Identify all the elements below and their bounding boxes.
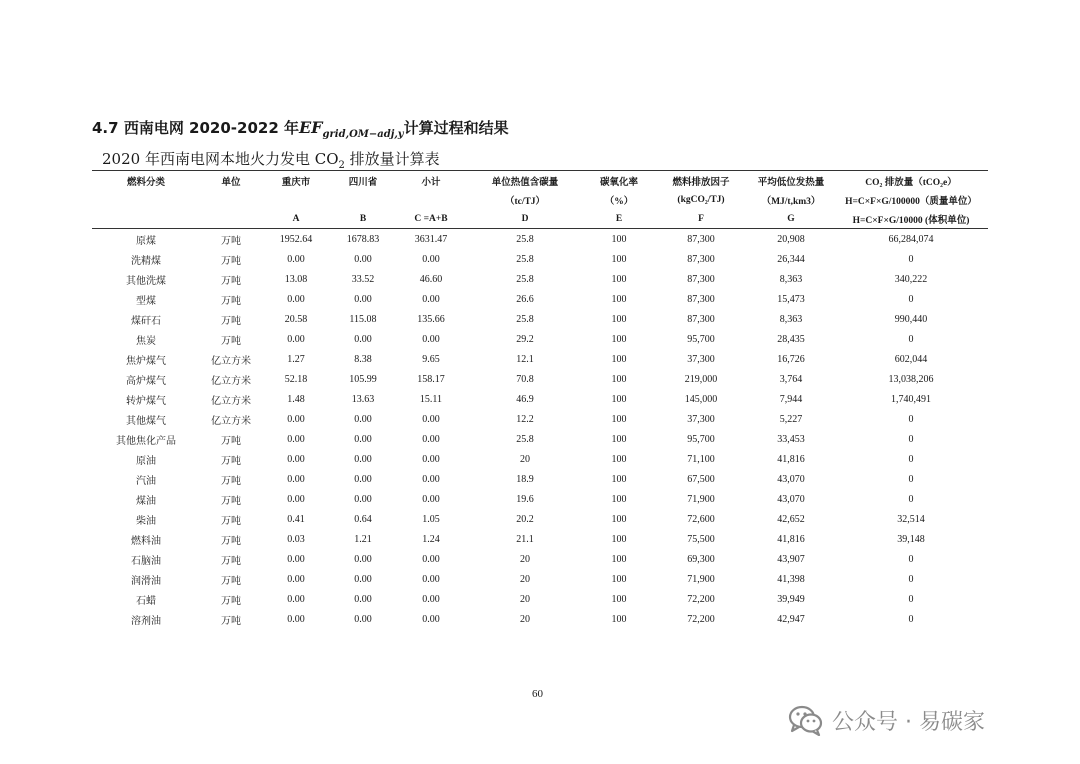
table-cell: 100 — [611, 273, 627, 285]
table-cell: 0.00 — [287, 413, 305, 425]
fuel-type-cell: 型煤 — [136, 295, 156, 307]
header-cell: D — [466, 209, 584, 229]
table-cell: 100 — [611, 333, 627, 345]
table-cell: 39,949 — [777, 593, 805, 605]
table-cell: 万吨 — [221, 275, 241, 287]
table-cell: 100 — [611, 293, 627, 305]
table-cell: 8,363 — [779, 273, 803, 285]
table-cell: 21.1 — [516, 533, 534, 545]
table-cell: 145,000 — [684, 393, 718, 405]
table-cell: 42,947 — [777, 613, 805, 625]
table-row — [92, 229, 988, 250]
table-cell: 115.08 — [349, 313, 377, 325]
header-cell — [262, 190, 330, 209]
header-cell: A — [262, 209, 330, 229]
table-cell: 0.00 — [422, 293, 440, 305]
table-cell: 602,044 — [894, 353, 928, 365]
table-cell: 1952.64 — [279, 233, 313, 245]
table-cell: 0.00 — [354, 333, 372, 345]
table-cell: 0.41 — [287, 513, 305, 525]
table-row — [92, 569, 988, 589]
table-cell: 75,500 — [687, 533, 715, 545]
table-cell: 71,900 — [687, 493, 715, 505]
table-cell: 71,900 — [687, 573, 715, 585]
table-cell: 0.00 — [422, 253, 440, 265]
table-cell: 100 — [611, 613, 627, 625]
header-cell: （%） — [604, 196, 634, 207]
table-cell: 万吨 — [221, 575, 241, 587]
table-cell: 71,100 — [687, 453, 715, 465]
table-cell: 19.6 — [516, 493, 534, 505]
table-cell: 万吨 — [221, 555, 241, 567]
header-cell: H=C×F×G/10000 (体积单位) — [834, 209, 988, 229]
table-cell: 20 — [520, 573, 530, 585]
section-heading — [92, 117, 509, 140]
table-cell: 0.00 — [422, 613, 440, 625]
table-cell: 219,000 — [684, 373, 718, 385]
fuel-type-cell: 石脑油 — [131, 555, 161, 567]
header-cell: CO₂ 排放量（tCO₂e） — [834, 171, 988, 191]
table-cell: 87,300 — [687, 233, 715, 245]
table-cell: 15,473 — [777, 293, 805, 305]
watermark-text: 公众号 · 易碳家 — [832, 709, 985, 735]
table-cell: 100 — [611, 553, 627, 565]
table-cell: 100 — [611, 473, 627, 485]
table-cell: 20,908 — [777, 233, 805, 245]
table-cell: 0.00 — [287, 553, 305, 565]
table-cell: 万吨 — [221, 615, 241, 627]
table-cell: 0.00 — [422, 593, 440, 605]
table-cell: 100 — [611, 413, 627, 425]
fuel-type-cell: 石蜡 — [136, 595, 156, 607]
table-cell: 0.00 — [287, 253, 305, 265]
table-cell: 43,070 — [777, 473, 805, 485]
section-title-suffix: 计算过程和结果 — [403, 119, 509, 137]
table-row — [92, 389, 988, 409]
table-cell: 0.00 — [354, 553, 372, 565]
table-cell: 12.2 — [516, 413, 534, 425]
table-cell: 0.03 — [287, 533, 305, 545]
table-cell: 亿立方米 — [211, 355, 251, 367]
table-row — [92, 429, 988, 449]
table-cell: 0.00 — [422, 553, 440, 565]
table-cell: 32,514 — [897, 513, 925, 525]
fuel-type-cell: 焦炉煤气 — [126, 355, 166, 367]
table-cell: 8.38 — [354, 353, 372, 365]
table-cell: 25.8 — [516, 253, 534, 265]
table-body — [92, 229, 988, 630]
table-cell: 0 — [908, 493, 914, 505]
table-cell: 25.8 — [516, 233, 534, 245]
table-row — [92, 329, 988, 349]
table-cell: 41,398 — [777, 573, 805, 585]
table-cell: 万吨 — [221, 235, 241, 247]
header-cell: 重庆市 — [262, 171, 330, 191]
table-cell: 万吨 — [221, 475, 241, 487]
table-cell: 0 — [908, 293, 914, 305]
table-cell: 100 — [611, 513, 627, 525]
table-cell: 0 — [908, 593, 914, 605]
table-cell: 0.00 — [287, 493, 305, 505]
table-cell: 0 — [908, 413, 914, 425]
table-cell: 87,300 — [687, 313, 715, 325]
table-row — [92, 349, 988, 369]
table-cell: 13.08 — [284, 273, 308, 285]
table-cell: 1.24 — [422, 533, 440, 545]
table-row — [92, 589, 988, 609]
table-cell: 87,300 — [687, 273, 715, 285]
header-cell — [396, 190, 466, 209]
table-cell: 0.00 — [354, 573, 372, 585]
table-cell: 万吨 — [221, 255, 241, 267]
table-cell: 28,435 — [777, 333, 805, 345]
table-row — [92, 289, 988, 309]
table-cell: 0.00 — [287, 593, 305, 605]
table-cell: 33.52 — [351, 273, 375, 285]
table-cell: 70.8 — [516, 373, 534, 385]
table-row — [92, 449, 988, 469]
table-cell: 990,440 — [894, 313, 928, 325]
header-cell: 四川省 — [330, 171, 396, 191]
table-cell: 5,227 — [779, 413, 803, 425]
table-cell: 万吨 — [221, 315, 241, 327]
table-cell: 万吨 — [221, 535, 241, 547]
table-cell: 0.00 — [354, 453, 372, 465]
table-cell: 万吨 — [221, 515, 241, 527]
table-cell: 0 — [908, 553, 914, 565]
header-cell: （MJ/t,km3） — [761, 196, 821, 207]
emissions-table — [92, 170, 988, 629]
section-number: 4.7 — [92, 119, 119, 137]
header-cell: 单位 — [200, 171, 262, 191]
table-cell: 13.63 — [351, 393, 375, 405]
table-cell: 95,700 — [687, 333, 715, 345]
table-cell: 0.00 — [354, 253, 372, 265]
watermark — [788, 704, 985, 736]
table-cell: 100 — [611, 313, 627, 325]
header-cell: H=C×F×G/100000（质量单位） — [845, 196, 977, 207]
table-cell: 0.00 — [287, 333, 305, 345]
table-cell: 26.6 — [516, 293, 534, 305]
table-cell: 20 — [520, 613, 530, 625]
table-cell: 0 — [908, 573, 914, 585]
table-cell: 66,284,074 — [888, 233, 934, 245]
table-cell: 100 — [611, 393, 627, 405]
table-cell: 0.00 — [287, 613, 305, 625]
table-cell: 0 — [908, 333, 914, 345]
table-cell: 7,944 — [779, 393, 803, 405]
fuel-type-cell: 其他煤气 — [126, 415, 166, 427]
table-cell: 25.8 — [516, 433, 534, 445]
table-row — [92, 489, 988, 509]
table-cell: 41,816 — [777, 453, 805, 465]
header-cell: F — [654, 209, 748, 229]
table-cell: 0.00 — [287, 473, 305, 485]
table-cell: 0 — [908, 253, 914, 265]
table-cell: 0.00 — [354, 413, 372, 425]
fuel-type-cell: 其他洗煤 — [126, 275, 166, 287]
table-cell: 13,038,206 — [888, 373, 934, 385]
table-cell: 0.00 — [422, 493, 440, 505]
table-cell: 0.00 — [354, 593, 372, 605]
header-cell: C =A+B — [396, 209, 466, 229]
fuel-type-cell: 润滑油 — [131, 575, 161, 587]
table-cell: 0.00 — [354, 293, 372, 305]
table-cell: 0.00 — [287, 433, 305, 445]
table-cell: 105.99 — [349, 373, 377, 385]
table-row — [92, 549, 988, 569]
table-cell: 29.2 — [516, 333, 534, 345]
table-cell: 万吨 — [221, 455, 241, 467]
table-cell: 0.00 — [422, 333, 440, 345]
wechat-icon — [788, 704, 824, 736]
table-cell: 0.00 — [287, 453, 305, 465]
table-cell: 0.00 — [422, 413, 440, 425]
header-cell: B — [330, 209, 396, 229]
table-cell: 3,764 — [779, 373, 803, 385]
table-cell: 39,148 — [897, 533, 925, 545]
table-cell: 0.00 — [354, 473, 372, 485]
table-cell: 100 — [611, 453, 627, 465]
table-cell: 15.11 — [419, 393, 443, 405]
table-cell: 20.58 — [284, 313, 308, 325]
fuel-type-cell: 洗精煤 — [131, 255, 161, 267]
table-cell: 万吨 — [221, 595, 241, 607]
table-cell: 20 — [520, 593, 530, 605]
table-cell: 0.00 — [354, 613, 372, 625]
table-cell: 0.00 — [422, 433, 440, 445]
table-cell: 20 — [520, 553, 530, 565]
table-cell: 1,740,491 — [891, 393, 931, 405]
header-cell — [92, 209, 200, 229]
table-cell: 33,453 — [777, 433, 805, 445]
table-cell: 0.00 — [422, 573, 440, 585]
table-row — [92, 469, 988, 489]
table-cell: 135.66 — [417, 313, 445, 325]
header-cell: 单位热值含碳量 — [466, 171, 584, 191]
table-cell: 0 — [908, 433, 914, 445]
header-row — [92, 190, 988, 209]
table-cell: 0.00 — [287, 573, 305, 585]
table-row — [92, 529, 988, 549]
table-cell: 亿立方米 — [211, 395, 251, 407]
header-cell — [200, 209, 262, 229]
table-cell: 0.00 — [354, 433, 372, 445]
table-cell: 0.64 — [354, 513, 372, 525]
fuel-type-cell: 柴油 — [136, 515, 156, 527]
fuel-type-cell: 煤矸石 — [131, 315, 161, 327]
header-cell: (kgCO₂/TJ) — [677, 194, 725, 205]
table-cell: 万吨 — [221, 495, 241, 507]
table-cell: 37,300 — [687, 413, 715, 425]
table-cell: 37,300 — [687, 353, 715, 365]
table-cell: 340,222 — [894, 273, 928, 285]
table-cell: 0 — [908, 473, 914, 485]
table-cell: 18.9 — [516, 473, 534, 485]
table-cell: 100 — [611, 593, 627, 605]
fuel-type-cell: 其他焦化产品 — [116, 435, 176, 447]
table-row — [92, 309, 988, 329]
table-cell: 42,652 — [777, 513, 805, 525]
table-cell: 12.1 — [516, 353, 534, 365]
table-cell: 1.27 — [287, 353, 305, 365]
header-cell: 燃料排放因子 — [654, 171, 748, 191]
header-cell: 燃料分类 — [92, 171, 200, 191]
header-cell: G — [748, 209, 834, 229]
header-cell — [330, 190, 396, 209]
fuel-type-cell: 转炉煤气 — [126, 395, 166, 407]
header-cell: 平均低位发热量 — [748, 171, 834, 191]
table-cell: 亿立方米 — [211, 375, 251, 387]
table-cell: 67,500 — [687, 473, 715, 485]
table-cell: 100 — [611, 353, 627, 365]
fuel-type-cell: 原油 — [136, 455, 156, 467]
table-cell: 16,726 — [777, 353, 805, 365]
header-cell — [200, 190, 262, 209]
table-cell: 69,300 — [687, 553, 715, 565]
fuel-type-cell: 高炉煤气 — [126, 375, 166, 387]
table-cell: 100 — [611, 493, 627, 505]
page-number: 60 — [532, 688, 543, 700]
table-cell: 0.00 — [422, 453, 440, 465]
table-cell: 100 — [611, 373, 627, 385]
ef-symbol: $EF_{grid,OM-adj,y}$ — [298, 118, 404, 141]
table-row — [92, 249, 988, 269]
table-cell: 万吨 — [221, 335, 241, 347]
table-cell: 43,070 — [777, 493, 805, 505]
table-cell: 46.9 — [516, 393, 534, 405]
table-cell: 亿立方米 — [211, 415, 251, 427]
fuel-type-cell: 焦炭 — [136, 335, 156, 347]
table-cell: 3631.47 — [414, 233, 448, 245]
table-row — [92, 269, 988, 289]
table-cell: 1678.83 — [346, 233, 380, 245]
table-cell: 100 — [611, 433, 627, 445]
table-cell: 46.60 — [419, 273, 443, 285]
table-cell: 20 — [520, 453, 530, 465]
header-cell — [92, 190, 200, 209]
table-cell: 1.05 — [422, 513, 440, 525]
table-cell: 87,300 — [687, 293, 715, 305]
table-cell: 8,363 — [779, 313, 803, 325]
table-cell: 26,344 — [777, 253, 805, 265]
table-cell: 25.8 — [516, 273, 534, 285]
table-cell: 万吨 — [221, 295, 241, 307]
table-title: 2020 年西南电网本地火力发电 $CO_2$ 排放量计算表 — [102, 150, 440, 171]
table-cell: 41,816 — [777, 533, 805, 545]
table-cell: 52.18 — [284, 373, 308, 385]
header-row — [92, 209, 988, 229]
table-cell: 72,200 — [687, 613, 715, 625]
table-cell: 0.00 — [422, 473, 440, 485]
table-cell: 0.00 — [287, 293, 305, 305]
table-row — [92, 609, 988, 629]
table-cell: 72,600 — [687, 513, 715, 525]
table-cell: 158.17 — [417, 373, 445, 385]
table-cell: 1.21 — [354, 533, 372, 545]
table-cell: 1.48 — [287, 393, 305, 405]
table-cell: 43,907 — [777, 553, 805, 565]
table-cell: 20.2 — [516, 513, 534, 525]
header-cell: 小计 — [396, 171, 466, 191]
table-cell: 0 — [908, 453, 914, 465]
header-cell: E — [584, 209, 654, 229]
table-header — [92, 171, 988, 229]
header-cell: （tc/TJ） — [504, 196, 546, 207]
header-row — [92, 171, 988, 191]
table-cell: 0 — [908, 613, 914, 625]
table-cell: 95,700 — [687, 433, 715, 445]
table-cell: 万吨 — [221, 435, 241, 447]
fuel-type-cell: 燃料油 — [131, 535, 161, 547]
table-row — [92, 409, 988, 429]
table-cell: 72,200 — [687, 593, 715, 605]
table-cell: 100 — [611, 533, 627, 545]
table-cell: 100 — [611, 253, 627, 265]
table-cell: 87,300 — [687, 253, 715, 265]
table-row — [92, 509, 988, 529]
table-row — [92, 369, 988, 389]
table-cell: 9.65 — [422, 353, 440, 365]
fuel-type-cell: 原煤 — [136, 235, 156, 247]
fuel-type-cell: 煤油 — [136, 495, 156, 507]
header-cell: 碳氧化率 — [584, 171, 654, 191]
fuel-type-cell: 溶剂油 — [131, 615, 161, 627]
table-cell: 0.00 — [354, 493, 372, 505]
fuel-type-cell: 汽油 — [136, 475, 156, 487]
table-cell: 100 — [611, 233, 627, 245]
table-cell: 25.8 — [516, 313, 534, 325]
table-cell: 100 — [611, 573, 627, 585]
section-title-prefix: 西南电网 2020-2022 年 — [123, 119, 299, 137]
